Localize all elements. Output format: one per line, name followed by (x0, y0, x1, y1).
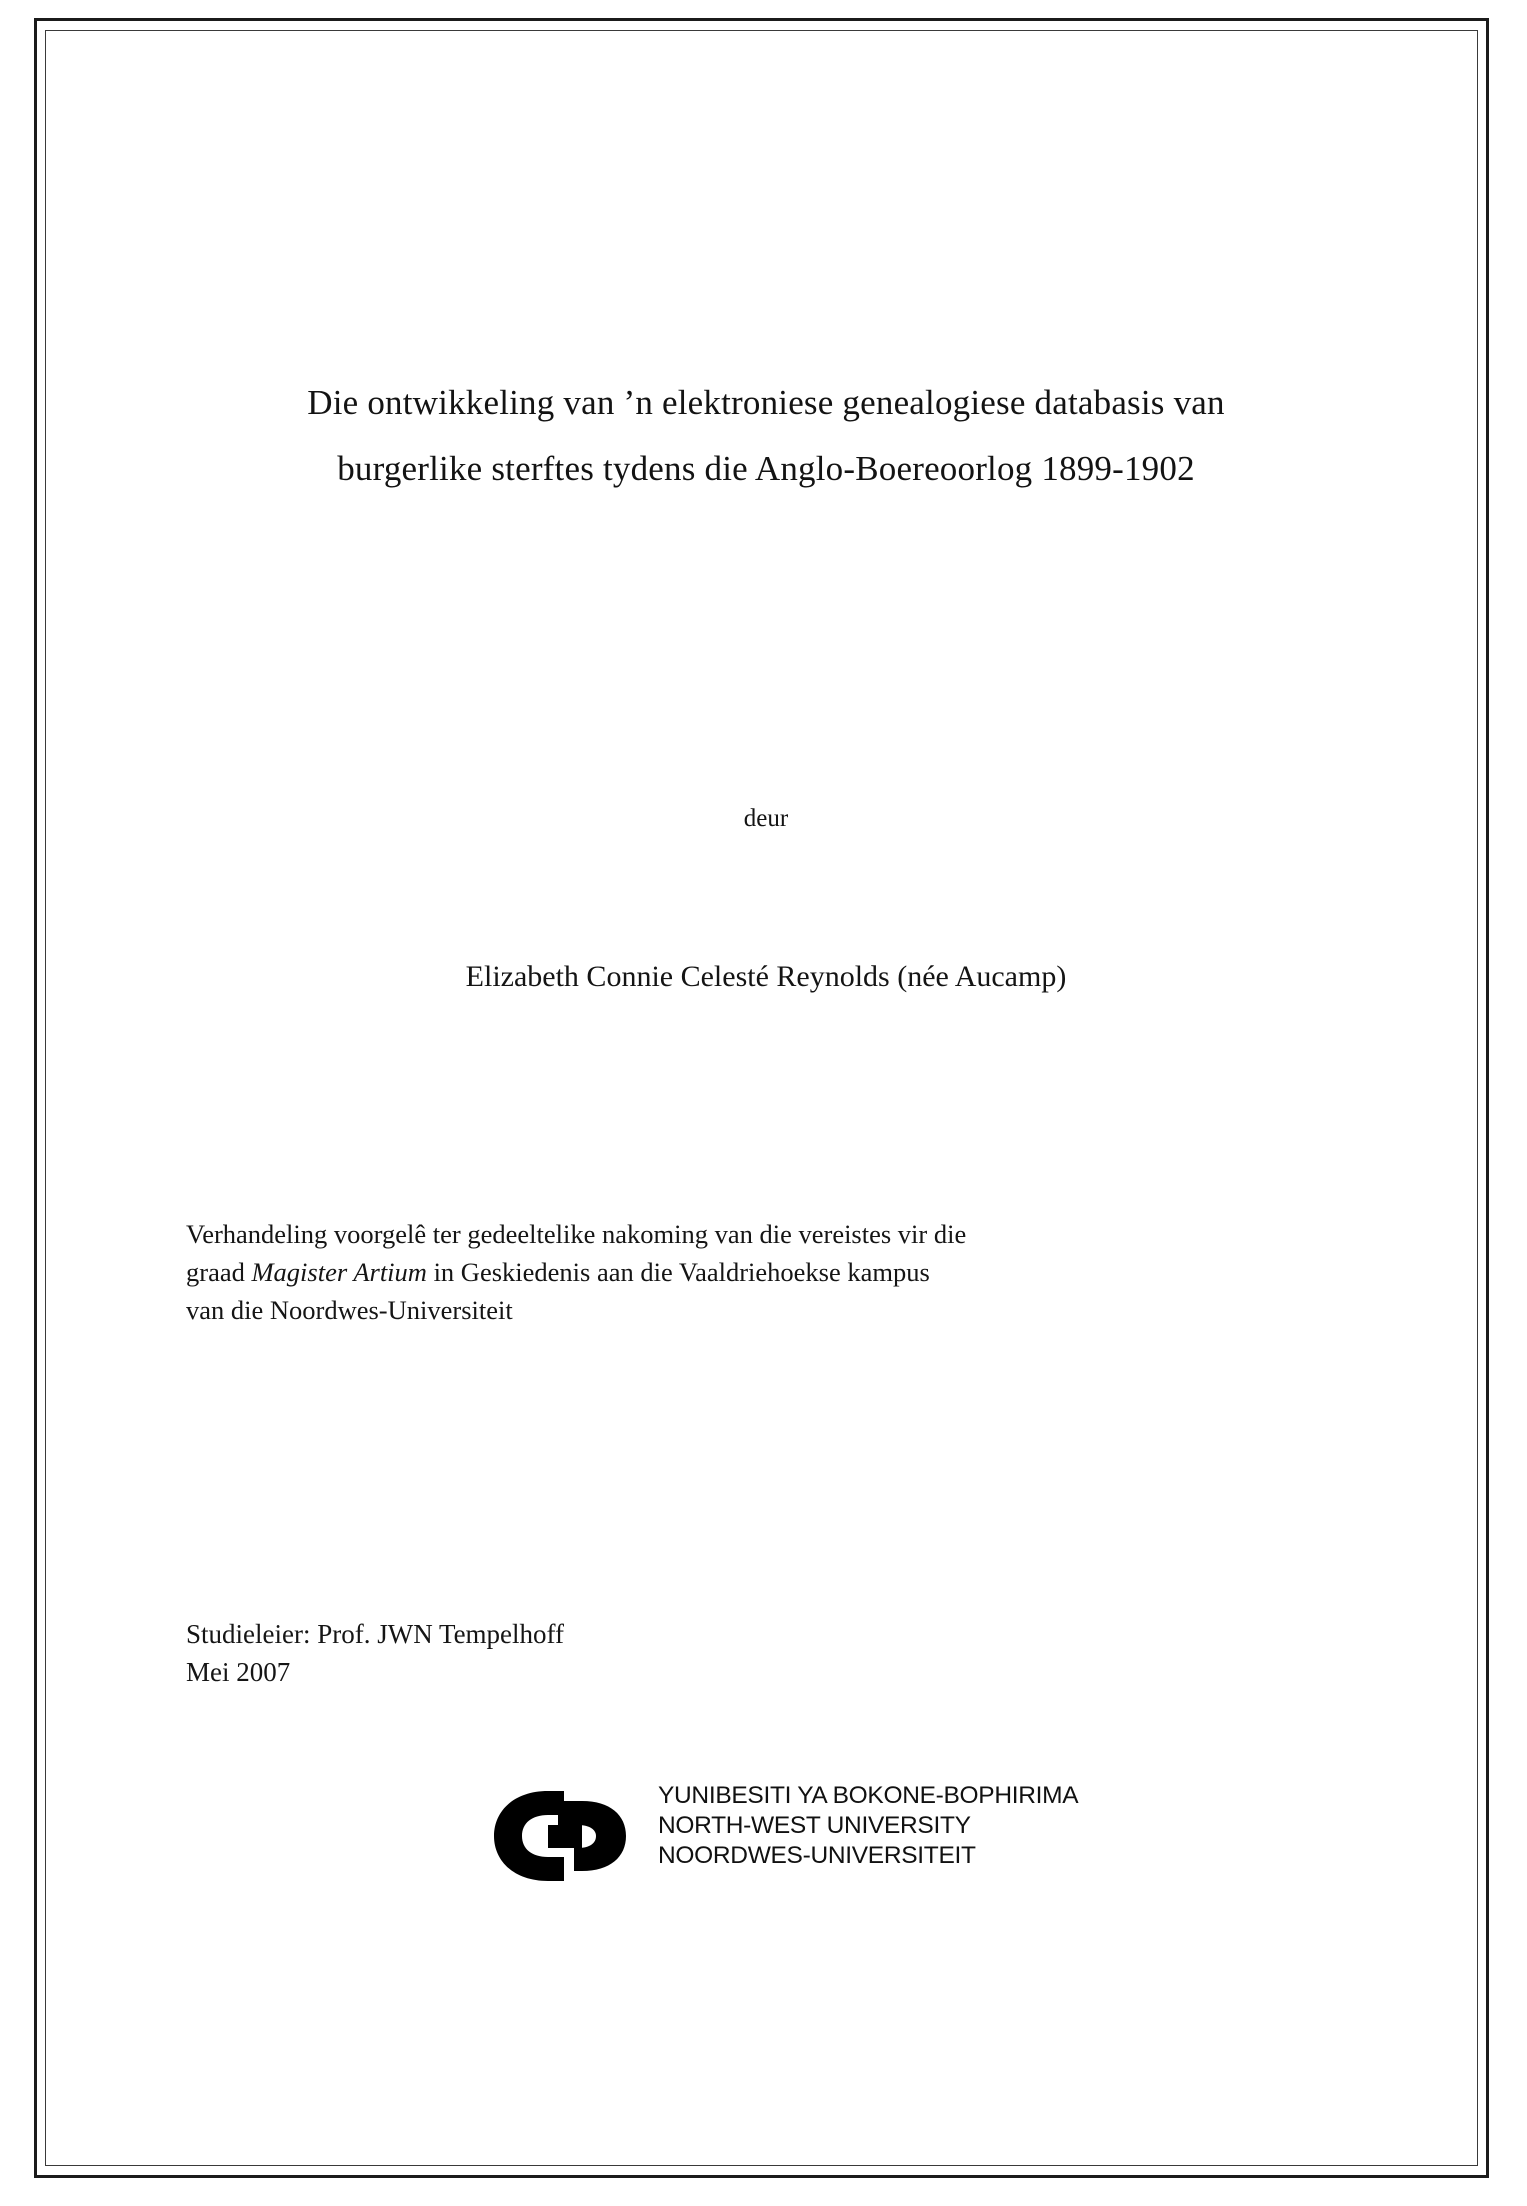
title-line-2: burgerlike sterftes tydens die Anglo-Boereoorlog 1899-1902 (337, 449, 1195, 488)
university-logo (486, 1775, 1186, 1915)
author-name: Elizabeth Connie Celesté Reynolds (née Aucamp) (465, 960, 1067, 993)
by-label: deur (743, 805, 789, 832)
page-content (186, 0, 1346, 2206)
date-line: Mei 2007 (186, 1657, 291, 1687)
degree-statement-line-3: van die Noordwes-Universiteit (186, 1295, 513, 1325)
degree-statement-line-2-pre: graad (186, 1257, 252, 1287)
logo-text-line-3: NOORDWES-UNIVERSITEIT (658, 1842, 976, 1869)
degree-name-italic: Magister Artium (251, 1257, 427, 1287)
document-title (186, 370, 1346, 502)
logo-text-line-2: NORTH-WEST UNIVERSITY (658, 1812, 971, 1839)
degree-statement-line-2-post: in Geskiedenis aan die Vaaldriehoekse kampus (426, 1257, 930, 1287)
supervisor-line: Studieleier: Prof. JWN Tempelhoff (186, 1619, 565, 1649)
degree-statement-line-2 (186, 1253, 1334, 1291)
supervisor-block (186, 1615, 1334, 1691)
degree-statement (186, 1215, 1334, 1329)
title-line-1: Die ontwikkeling van ’n elektroniese genealogiese databasis van (307, 383, 1225, 422)
north-west-university-logo-icon (486, 1783, 646, 1888)
logo-text-line-1: YUNIBESITI YA BOKONE-BOPHIRIMA (658, 1782, 1079, 1809)
logo-text-block (658, 1781, 1078, 1871)
degree-statement-line-1: Verhandeling voorgelê ter gedeeltelike nakoming van die vereistes vir die (186, 1219, 967, 1249)
